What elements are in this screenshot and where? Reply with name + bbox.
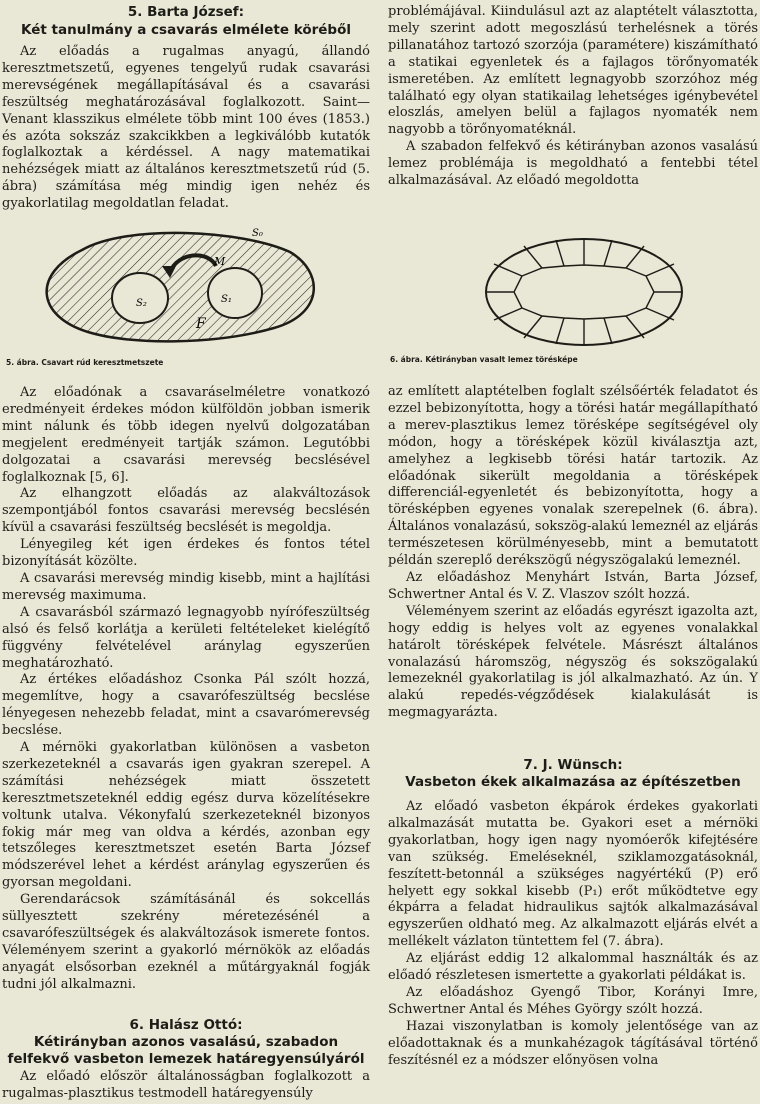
section-7-title: 7. J. Wünsch: (523, 757, 623, 773)
label-f: F (196, 316, 206, 332)
section-5-body (2, 385, 370, 994)
paragraph: Az elhangzott előadás az alakváltozások szempontjából fontos csavarási merevség becslésén kívül a csavarási feszültség becslését is megoldja. (2, 486, 370, 536)
paragraph: Az értékes előadáshoz Csonka Pál szólt hozzá, megemlítve, hogy a csavarófeszültség becslése lényegesen nehezebb feladat, mint a csavarómerevség becslése. (2, 672, 370, 739)
paragraph: Az előadó először általánosságban foglalkozott a rugalmas-plasztikus testmodell határegyensúly (2, 1069, 370, 1101)
paragraph: Véleményem szerint az előadás egyrészt igazolta azt, hogy eddig is helyes volt az egyenes vonalakkal határolt törésképek felvétele. Másrészt általános vonalazású háromszög, négyszög és sokszögalakú lemezeknél gyakorlatilag is jól alkalmazható. Az ún. Y alakú repedés-végződések kialakulását is megmagyarázta. (388, 603, 758, 721)
section-6-subtitle: Kétirányban azonos vasalású, szabadon felfekvő vasbeton lemezek határegyensúlyáról (7, 1034, 365, 1067)
section-7-header (388, 757, 758, 791)
paragraph: A csavarási merevség mindig kisebb, mint a hajlítási merevség maximuma. (2, 570, 370, 603)
label-s1: S₁ (221, 294, 232, 305)
figure-6-caption: 6. ábra. Kétirányban vasalt lemez törésképe (390, 355, 578, 364)
figure-5-caption: 5. ábra. Csavart rúd keresztmetszete (6, 358, 164, 367)
figure-5-cross-section (42, 228, 322, 348)
paragraph: Az előadó vasbeton ékpárok érdekes gyakorlati alkalmazását mutatta be. Gyakori eset a mérnöki gyakorlatban, hogy igen nagy nyomóerők kifejtésére van szükség. Emeléseknél, sziklamozgatásoknál, feszített-betonnál a szükséges nagyértékű (P) erő helyett egy sokkal kisebb (P₁) erőt működtetve egy ékpárra a feladat hidraulikus sajtók alkalmazásával egyszerűen oldható meg. Az alkalmazott eljárás elvét a mellékelt vázlaton tüntettem fel (7. ábra). (388, 799, 758, 950)
paragraph: A mérnöki gyakorlatban különösen a vasbeton szerkezeteknél a csavarás igen gyakran szerepel. A számítási nehézségek miatt összetett keresztmetszeteknél eddig egész durva közelítésekre voltunk utalva. Vékonyfalú szerkezeteknél bizonyos fokig már meg van oldva a kérdés, azonban egy tetszőleges keresztmetszet esetén Barta József módszerével lehet a kérdést aránylag egyszerűen és gyorsan megoldani. (2, 740, 370, 891)
paragraph: Az előadáshoz Gyengő Tibor, Korányi Imre, Schwertner Antal és Méhes György szólt hozzá. (388, 984, 758, 1017)
section-5-header (2, 4, 370, 39)
paragraph: Lényegileg két igen érdekes és fontos tétel bizonyítását közölte. (2, 537, 370, 570)
section-6-header (2, 1017, 370, 1068)
label-s0: S₀ (252, 228, 263, 239)
cross-section-outline (47, 233, 314, 341)
paragraph: Gerendarácsok számításánál és sokcellás süllyesztett szekrény méretezésénél a csavarófeszültségek és alakváltozások ismerete fontos. Véleményem szerint a gyakorló mérnökök az előadás anyagát elsősorban ezeknél a műtárgyaknál fogják tudni jól alkalmazni. (2, 892, 370, 992)
section-6-continued (388, 4, 758, 190)
label-s2: S₂ (136, 298, 147, 309)
section-6-title: 6. Halász Ottó: (129, 1017, 243, 1033)
section-7-body (388, 799, 758, 1070)
section-6-body (388, 384, 758, 722)
paragraph: A szabadon felfekvő és kétirányban azonos vasalású lemez problémája is megoldható a fentebbi tétel alkalmazásával. Az előadó megoldotta (388, 139, 758, 189)
label-m: M (214, 255, 226, 268)
figure-6-fracture-pattern (484, 236, 684, 348)
paragraph: az említett alaptételben foglalt szélsőérték feladatot és ezzel bebizonyította, hogy a törési határ megállapítható a merev-plasztikus lemez törésképe segítségével oly módon, hogy a törésképek közül kiválasztja azt, amelyhez a legkisebb törési határ tartozik. Az előadónak sikerült megoldania a törésképek differenciál-egyenletét és bebizonyította, hogy a törésképben egyenes vonalak szerepelnek (6. ábra). Általános vonalazású, sokszög-alakú lemeznél az eljárás természetesen körülményesebb, mint a bemutatott példán szereplő derékszögű négyszögalakú lemeznél. (388, 384, 758, 569)
paragraph: A csavarásból származó legnagyobb nyírófeszültség alsó és felső korlátja a kerületi feltételeket kielégítő függvény felvételével aránylag egyszerűen meghatározható. (2, 604, 370, 671)
paragraph: problémájával. Kiindulásul azt az alaptételt választotta, mely szerint adott megoszlású terhelésnek a törés pillanatához tartozó szorzója (paramétere) kiszámítható a statikai egyenletek és a fajlagos törőnyomaték ismeretében. Az említett legnagyobb szorzóhoz még található egy olyan statikailag lehetséges igénybevétel eloszlás, amelyen belül a fajlagos nyomaték nem nagyobb a törőnyomatéknál. (388, 4, 758, 138)
section-5-title: 5. Barta József: (127, 4, 245, 20)
paragraph: Az előadónak a csavaráselméletre vonatkozó eredményeit érdekes módon külföldön jobban ismerik mint nálunk és több idegen nyelvű dolgozatában megjelent eredményeit tartják számon. Legutóbbi dolgozatai a csavarási merevség becslésével foglalkoznak [5, 6]. (2, 385, 370, 485)
hole-s1 (208, 268, 262, 318)
paragraph: Hazai viszonylatban is komoly jelentősége van az előadottaknak és a munkahézagok tágításával történő feszítésnél ez a módszer előnyösen volna (388, 1018, 758, 1068)
paragraph: Az előadáshoz Menyhárt István, Barta József, Schwertner Antal és V. Z. Vlaszov szólt hozzá. (388, 569, 758, 602)
section-5-subtitle: Két tanulmány a csavarás elmélete köréből (21, 22, 351, 38)
paragraph: Az előadás a rugalmas anyagú, állandó keresztmetszetű, egyenes tengelyű rudak csavarási merevségének megállapításával és a csavarási feszültség meghatározásával foglalkozott. Saint—Venant klasszikus elmélete több mint 100 éves (1853.) és azóta sokszáz szakcikkben a legkiválóbb kutatók foglalkoztak a kérdéssel. A nagy matematikai nehézségek miatt az általános keresztmetszetű rúd (5. ábra) számítása még mindig igen nehéz és gyakorlatilag megoldatlan feladat. (2, 44, 370, 212)
section-7-subtitle: Vasbeton ékek alkalmazása az építészetben (405, 774, 741, 790)
paragraph: Az eljárást eddig 12 alkalommal használták és az előadó részletesen ismertette a gyakorlati példákat is. (388, 951, 758, 984)
